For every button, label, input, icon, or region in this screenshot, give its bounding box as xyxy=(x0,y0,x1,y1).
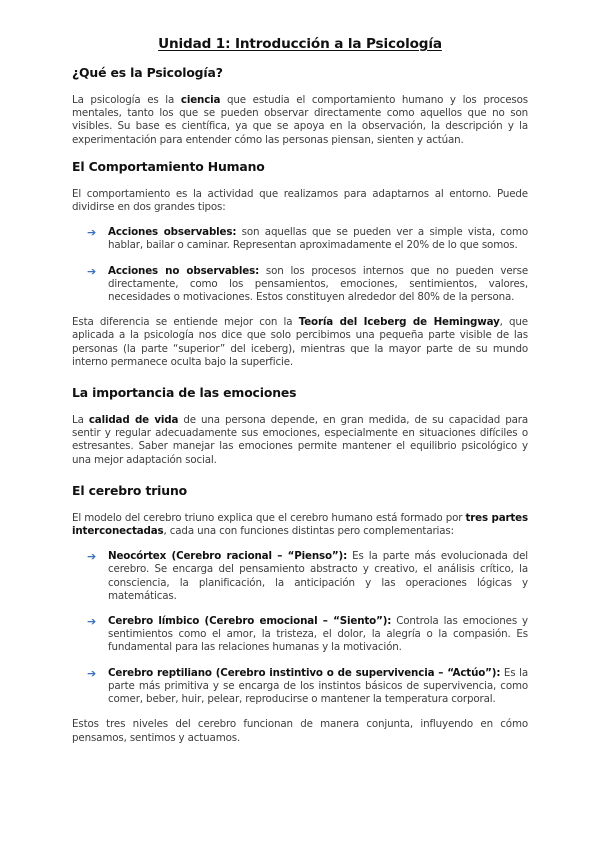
bold-term: calidad de vida xyxy=(88,414,179,427)
item-text: son aquellas que se pueden ver a simple vista, como hablar, bailar o caminar. Representan aproximadamente el 20% de lo que somos. xyxy=(108,226,528,252)
paragraph-cerebro-outro: Estos tres niveles del cerebro funcionan de manera conjunta, influyendo en cómo pensamos, sentimos y actuamos. xyxy=(72,718,528,744)
text-run: Esta diferencia se entiende mejor con la xyxy=(72,316,299,329)
behavior-list xyxy=(72,226,528,304)
text-run: de una persona depende, en gran medida, de su capacidad para sentir y regular adecuadamente sus emociones, especialmente en situaciones difíciles o estresantes. Saber manejar las emociones permite mantener el equilibrio psicológico y una mejor adaptación social. xyxy=(72,414,528,466)
list-item xyxy=(72,550,528,603)
item-text: Es la parte más primitiva y se encarga de los instintos básicos de supervivencia, como comer, beber, huir, pelear, reproducirse o mantener la temperatura corporal. xyxy=(108,666,528,706)
paragraph-emociones xyxy=(72,414,528,467)
arrow-right-icon: ➔ xyxy=(87,615,97,629)
text-run: La psicología es la xyxy=(72,94,181,106)
section-heading-comportamiento: El Comportamiento Humano xyxy=(72,158,265,174)
text-run: que estudia el comportamiento humano y los procesos mentales, tanto los que se pueden observar directamente como aquellos que no son visibles. Su base es científica, ya que se apoya en la observación, la descripción y la experimentación para entender cómo las personas piensan, sienten y actúan. xyxy=(72,94,528,146)
brain-list xyxy=(72,550,528,706)
document-page xyxy=(72,36,528,745)
item-term: Neocórtex (Cerebro racional – “Pienso”): xyxy=(108,550,348,563)
arrow-right-icon: ➔ xyxy=(87,666,97,680)
bold-term: Teoría del Iceberg de Hemingway xyxy=(298,316,500,329)
item-term: Acciones observables: xyxy=(108,226,237,239)
item-term: Cerebro límbico (Cerebro emocional – “Siento”): xyxy=(108,615,392,628)
list-item xyxy=(72,667,528,707)
section-heading-emociones: La importancia de las emociones xyxy=(72,385,297,401)
item-term: Cerebro reptiliano (Cerebro instintivo o de supervivencia – “Actúo”): xyxy=(108,666,501,679)
item-text: son los procesos internos que no pueden verse directamente, como los pensamientos, emociones, sentimientos, valores, necesidades o motivaciones. Estos constituyen alrededor del 80% de la persona. xyxy=(108,264,529,304)
paragraph-iceberg xyxy=(72,316,528,369)
text-run: , cada una con funciones distintas pero complementarias: xyxy=(163,525,454,538)
paragraph-comportamiento-intro: El comportamiento es la actividad que realizamos para adaptarnos al entorno. Puede dividirse en dos grandes tipos: xyxy=(72,187,528,214)
item-text: Controla las emociones y sentimientos como el amor, la tristeza, el dolor, la alegría o la compasión. Es fundamental para las relaciones humanas y la motivación. xyxy=(108,615,528,654)
arrow-right-icon: ➔ xyxy=(87,264,97,278)
bold-term: ciencia xyxy=(180,94,221,106)
list-item xyxy=(72,226,528,252)
text-run: , que aplicada a la psicología nos dice que solo percibimos una pequeña parte visible de las personas (la parte “superior” del iceberg), mientras que la mayor parte de su mundo interno permanece oculta bajo la superficie. xyxy=(72,316,528,368)
arrow-right-icon: ➔ xyxy=(87,550,97,564)
list-item xyxy=(72,615,528,655)
item-text: Es la parte más evolucionada del cerebro. Se encarga del pensamiento abstracto y creativo, el análisis crítico, la consciencia, la planificación, la anticipación y las operaciones lógicas y matemáticas. xyxy=(108,550,528,602)
text-run: El modelo del cerebro triuno explica que el cerebro humano está formado por xyxy=(72,511,466,524)
section-heading-cerebro: El cerebro triuno xyxy=(72,482,187,498)
text-run: La xyxy=(72,414,89,427)
list-item xyxy=(72,265,528,305)
item-term: Acciones no observables: xyxy=(108,264,260,277)
section-heading-psicologia: ¿Qué es la Psicología? xyxy=(72,65,223,80)
page-title: Unidad 1: Introducción a la Psicología xyxy=(158,36,442,52)
paragraph-psicologia xyxy=(72,94,528,147)
bold-term: tres partes interconectadas xyxy=(72,511,528,538)
arrow-right-icon: ➔ xyxy=(87,226,97,240)
paragraph-cerebro-intro xyxy=(72,512,528,538)
